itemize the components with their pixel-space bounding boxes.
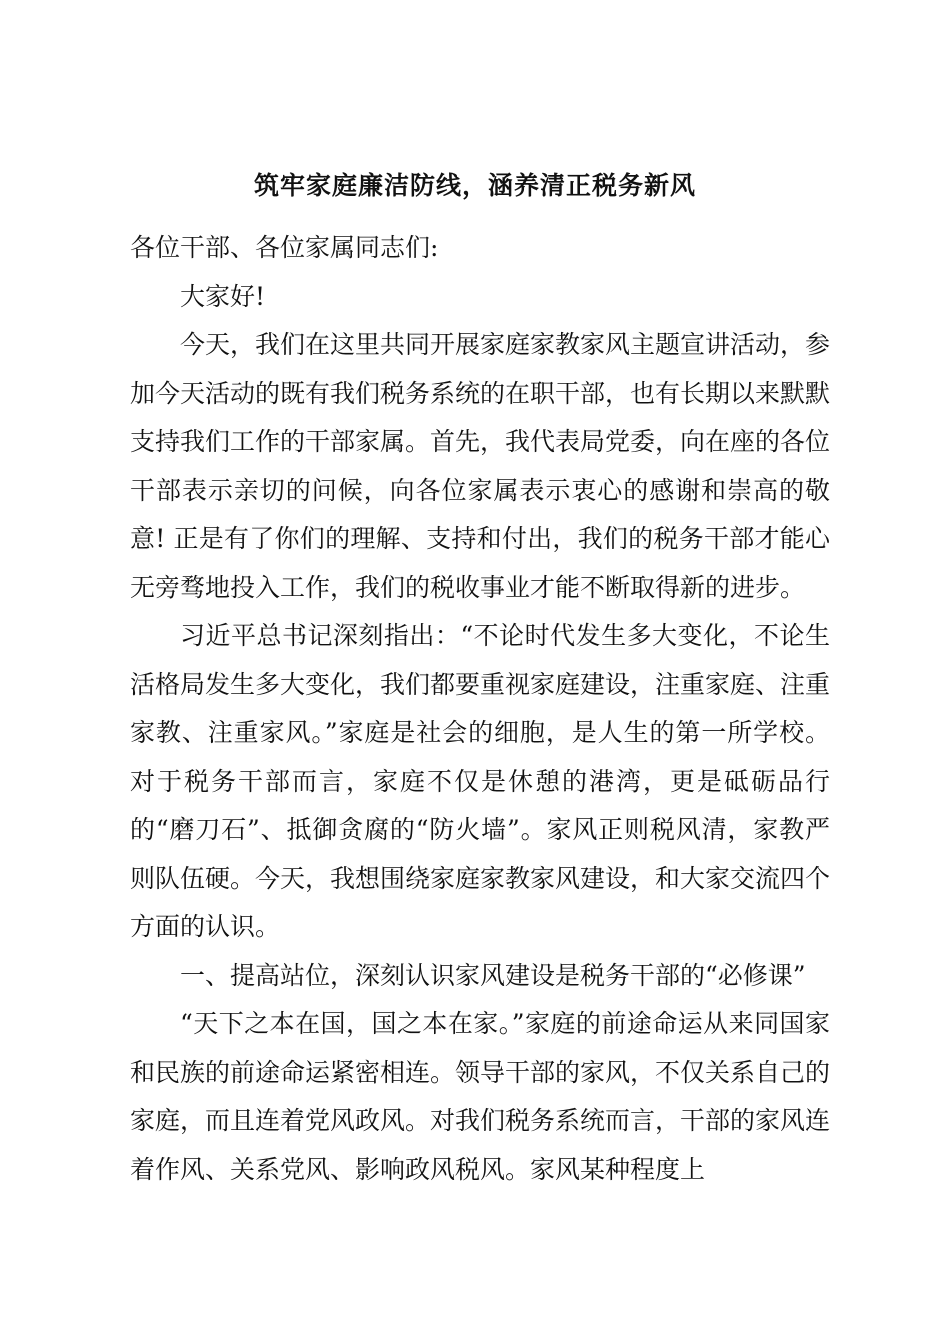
document-body (130, 224, 830, 1194)
paragraph-intro: 今天，我们在这里共同开展家庭家教家风主题宣讲活动，参加今天活动的既有我们税务系统的在职干部，也有长期以来默默支持我们工作的干部家属。首先，我代表局党委，向在座的各位干部表示亲切的问候，向各位家属表示衷心的感谢和崇高的敬意! 正是有了你们的理解、支持和付出，我们的税务干部才能心无旁骛地投入工作，我们的税收事业才能不断取得新的进步。 (130, 330, 831, 602)
document-title: 筑牢家庭廉洁防线，涵养清正税务新风 (253, 171, 696, 200)
section-paragraph: “天下之本在国，国之本在家。”家庭的前途命运从来同国家和民族的前途命运紧密相连。领导干部的家风，不仅关系自己的家庭，而且连着党风政风。对我们税务系统而言，干部的家风连着作风、关系党风、影响政风税风。家风某种程度上 (130, 1009, 831, 1184)
greeting: 大家好! (180, 281, 266, 311)
salutation: 各位干部、各位家属同志们: (130, 233, 439, 262)
section-heading: 一、提高站位，深刻认识家风建设是税务干部的“必修课” (180, 960, 806, 990)
paragraph-quote: 习近平总书记深刻指出：“不论时代发生多大变化，不论生活格局发生多大变化，我们都要重视家庭建设，注重家庭、注重家教、注重家风。”家庭是社会的细胞，是人生的第一所学校。对于税务干部而言，家庭不仅是休憩的港湾，更是砥砺品行的“磨刀石”、抵御贪腐的“防火墙”。家风正则税风清，家教严则队伍硬。今天，我想围绕家庭家教家风建设，和大家交流四个方面的认识。 (130, 621, 831, 941)
